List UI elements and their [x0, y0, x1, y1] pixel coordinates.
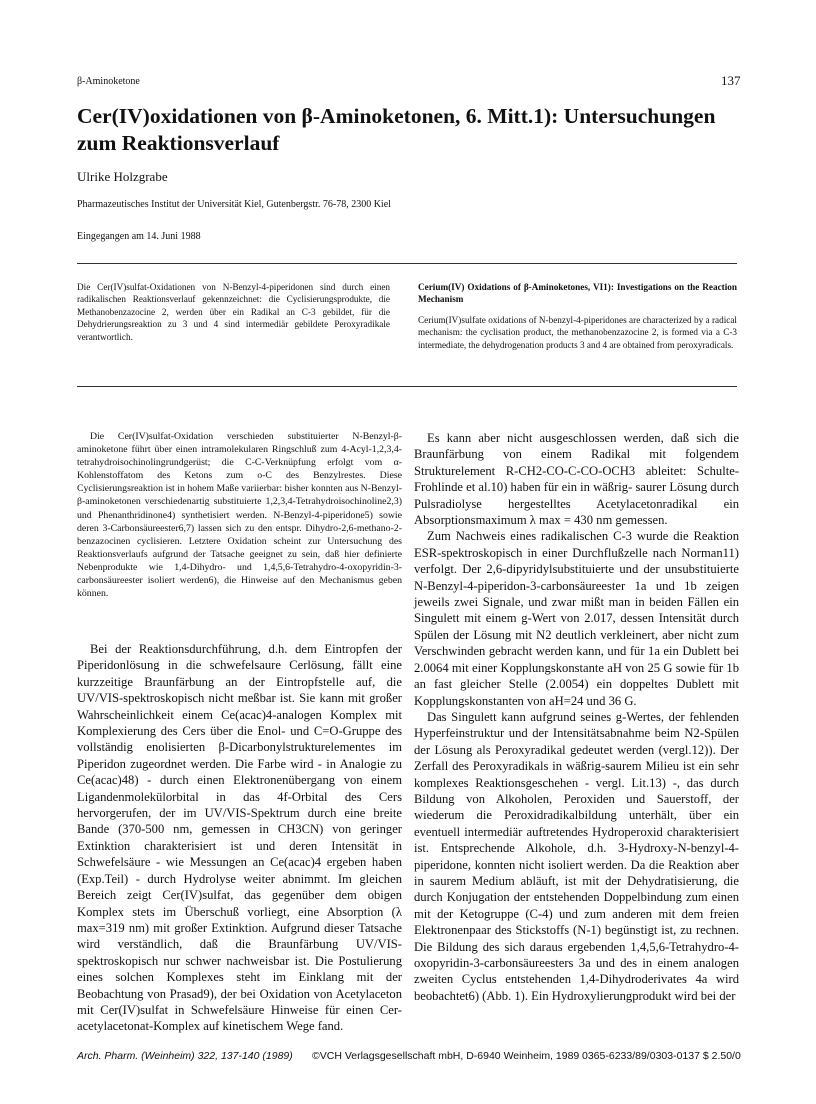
- running-head: β-Aminoketone: [77, 76, 140, 87]
- article-title: Cer(IV)oxidationen von β-Aminoketonen, 6. Mitt.1): Untersuchungen zum Reaktionsverlauf: [77, 104, 716, 155]
- footer-code: 0365-6233/89/0303-0137 $ 2.50/0: [582, 1050, 741, 1062]
- body-column-right: [414, 430, 739, 1004]
- body-paragraph: Bei der Reaktionsdurchführung, d.h. dem Eintropfen der Piperidonlösung in die schwefelsaure Cerlösung, fällt eine kurzzeitige Braunfärbung an der Eintropfstelle auf, die UV/VIS-spektroskopisch nicht meßbar ist. Sie kann mit großer Wahrscheinlichkeit einem Ce(acac)4-analogen Komplex mit Komplexierung des Cers über die Enol- und C=O-Gruppe des vollständig enolisierten β-Dicarbonylstrukturelementes im Piperidon zugeordnet werden. Die Farbe wird - in Analogie zu Ce(acac)48) - durch einen Elektronenübergang von einem Ligandenmolekülorbital in das 4f-Orbital des Cers hervorgerufen, der im UV/VIS-Spektrum durch eine breite Bande (370-500 nm, gemessen in CH3CN) von geringer Extinktion charakterisiert ist und deren Intensität in Schwefelsäure - wie Messungen an Ce(acac)4 ergeben haben (Exp.Teil) - durch Hydrolyse weiter abnimmt. Im gleichen Bereich zeigt Cer(IV)sulfat, das gegenüber dem obigen Komplex stets im Überschuß vorliegt, eine Absorption (λ max=319 nm) mit großer Extinktion. Aufgrund dieser Tatsache wird verständlich, daß die Braunfärbung UV/VIS-spektroskopisch nur schwer nachweisbar ist. Die Postulierung eines solchen Komplexes steht im Einklang mit der Beobachtung von Prasad9), der bei Oxidation von Acetylaceton mit Cer(IV)sulfat in Schwefelsäure Hinweise für einen Cer-acetylacetonat-Komplex auf kinetischem Wege fand.: [77, 642, 402, 1034]
- abstract-english: [418, 281, 737, 359]
- body-paragraph: Es kann aber nicht ausgeschlossen werden, daß sich die Braunfärbung von einem Radikal mit folgendem Strukturelement R-CH2-CO-C-CO-OCH3 ableitet: Schulte-Frohlinde et al.10) haben für ein in wäßrig- saurer Lösung durch Pulsradiolyse hergestelltes Acetylacetonradikal ein Absorptionsmaximum λ max = 430 nm gemessen.: [414, 431, 739, 528]
- body-paragraph: Zum Nachweis eines radikalischen C-3 wurde die Reaktion ESR-spektroskopisch in einer Durchflußzelle nach Norman11) verfolgt. Der 2,6-dipyridylsubstituierte und der unsubstituierte N-Benzyl-4-piperidon-3-carbonsäureester 1a und 1b zeigen jeweils zwei Signale, und zwar mißt man in beiden Fällen ein Singulett mit einem g-Wert von 2.017, dessen Intensität durch Spülen der Lösung mit N2 deutlich verkleinert, aber nicht zum Verschwinden gebracht werden kann, und für 1a ein Dublett bei 2.0064 mit einer Kopplungskonstante aH von 25 G sowie für 1b an fast gleicher Stelle (2.0054) ein doppeltes Dublett mit Kopplungskonstanten von aH=24 und 36 G.: [414, 529, 739, 708]
- abstract-english-heading: Cerium(IV) Oxidations of β-Aminoketones, VI1): Investigations on the Reaction Mechanism: [418, 282, 737, 305]
- body-paragraph: Das Singulett kann aufgrund seines g-Wertes, der fehlenden Hyperfeinstruktur und der Intensitätsabnahme beim N2-Spülen der Lösung als Peroxyradikal gedeutet werden (vergl.12)). Der Zerfall des Peroxyradikals in wäßrig-saurem Milieu ist ein sehr komplexes Reaktionsgeschehen - vergl. Lit.13) -, das durch Bildung von Alkoholen, Peroxiden und Sauerstoff, der wiederum die Peroxidradikalbildung unterhält, über ein eventuell intermediär auftretendes Hydroperoxid charakterisiert ist. Entsprechende Alkohole, d.h. 3-Hydroxy-N-benzyl-4-piperidone, konnten nicht isoliert werden. Da die Reaktion aber in saurem Medium abläuft, ist mit der Dehydratisierung, die durch Konjugation der entstehenden Doppelbindung zum einen mit der Ketogruppe (C-4) und zum anderen mit dem freien Elektronenpaar des Stickstoffs (N-1) begünstigt ist, zu rechnen. Die Bildung des sich daraus ergebenden 1,4,5,6-Tetrahydro-4-oxopyridin-3-carbonsäureesters 3a und des in einem analogen zweiten Cyclus entstehenden 1,4-Dihydroderivates 4a wird beobachtet6) (Abb. 1). Ein Hydroxylierungprodukt wird bei der: [414, 709, 739, 1003]
- received-date: Eingegangen am 14. Juni 1988: [77, 231, 201, 242]
- divider-bottom: [77, 386, 737, 387]
- abstract-english-text: Cerium(IV)sulfate oxidations of N-benzyl-4-piperidones are characterized by a radical mechanism: the cyclisation product, the methanobenzazocine 2, is formed via a C-3 intermediate, the dehydrogenation products 3 and 4 are obtained from peroxyradicals.: [418, 314, 737, 350]
- divider-top: [77, 263, 737, 264]
- abstract-german: Die Cer(IV)sulfat-Oxidationen von N-Benzyl-4-piperidonen sind durch einen radikalischen Reaktionsverlauf gekennzeichnet: die Cyclisierungsprodukte, die Methanobenzazocine 2, werden über ein Radikal an C-3 gebildet, für die Dehydrierungsreaktion zu 3 und 4 sind intermediär gebildete Peroxyradikale verantwortlich.: [77, 282, 390, 342]
- affiliation: Pharmazeutisches Institut der Universität Kiel, Gutenbergstr. 76-78, 2300 Kiel: [77, 199, 391, 210]
- page-number: 137: [721, 73, 741, 88]
- intro-paragraph: [77, 430, 402, 600]
- intro-text: Die Cer(IV)sulfat-Oxidation verschieden substituierter N-Benzyl-β-aminoketone führt über einen intramolekularen Ringschluß zum 4-Acyl-1,2,3,4-tetrahydroisochinolingrundgerüst; die C-C-Verknüpfung erfolgt vom α-Kohlenstoffatom des Ketons zum o-C des Benzylrestes. Diese Cyclisierungsreaktion ist in hohem Maße variierbar: bisher konnten aus N-Benzyl-β-aminoketonen verschiedenartig substituierte 1,2,3,4-Tetrahydroisochinoline2,3) und Phenanthridinone4) synthetisiert werden. N-Benzyl-4-piperidone5) sowie deren 3-Carbonsäureester6,7) lassen sich zu den entspr. Dihydro-2,6-methano-2-benzazocinen cyclisieren. Letztere Oxidation scheint zur Untersuchung des Reaktionsverlaufs aufgrund der Tatsache geeignet zu sein, daß hier definierte Nebenprodukte wie 1,4-Dihydro- und 1,4,5,6-Tetrahydro-4-oxopyridin-3-carbonsäureester isoliert werden6), die Hinweise auf den Mechanismus geben können.: [77, 431, 402, 600]
- author-name: Ulrike Holzgrabe: [77, 169, 168, 184]
- footer-journal: Arch. Pharm. (Weinheim) 322, 137-140 (1989): [77, 1050, 293, 1062]
- footer-publisher: ©VCH Verlagsgesellschaft mbH, D-6940 Weinheim, 1989: [312, 1050, 580, 1062]
- body-column-left: [77, 641, 402, 1035]
